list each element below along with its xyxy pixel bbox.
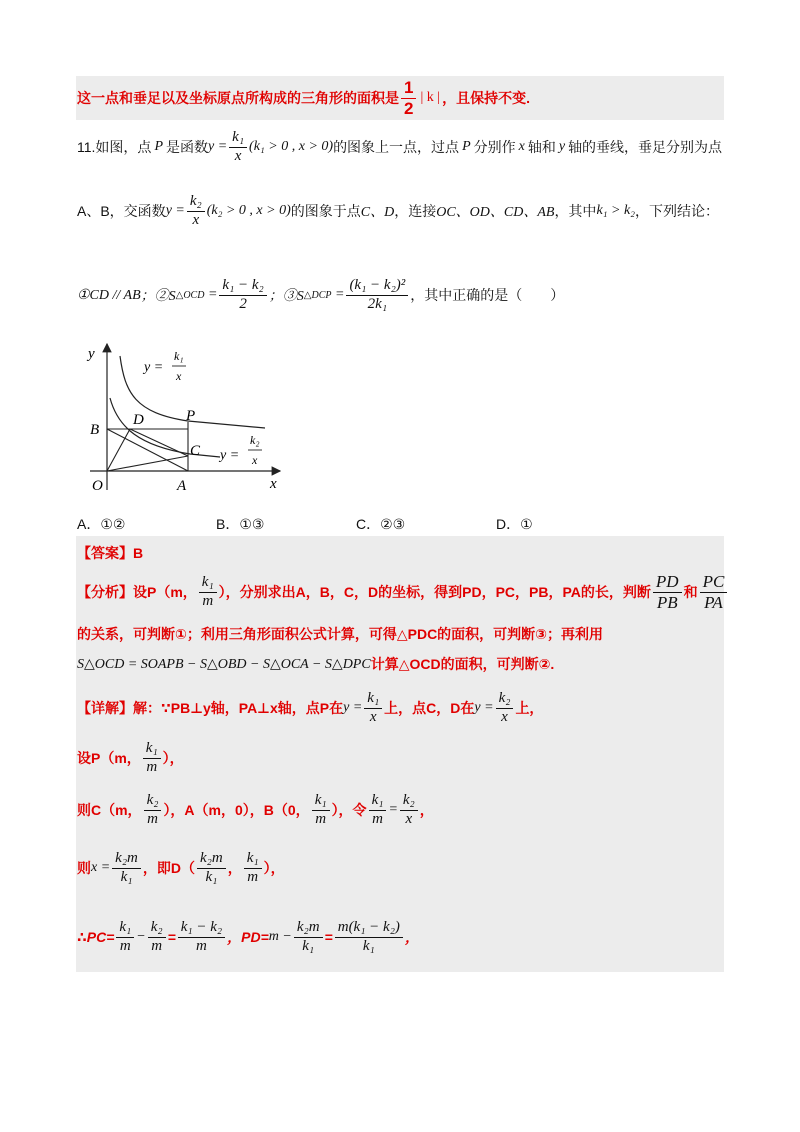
q-func-2-frac: $\frac{\text{k₂}}{x}$ [187,194,205,229]
q-point-p: P [154,139,163,154]
detail-text: ），令 [331,802,367,818]
q-text: ，下列结论： [635,203,720,219]
label-d: D [133,412,144,428]
analysis-and: 和 [683,584,698,600]
q-text: ，连接 [394,203,437,219]
detail-text: 设P（m， [77,750,141,766]
minus-sign: − [136,929,146,944]
q-segments: OC、OD、CD、AB [436,205,555,220]
detail-frac-2: $\frac{\text{k₂}}{x}$ [496,691,514,726]
analysis-formula: S△OCD = SOAPB − S△OBD − S△OCA − S△DPC [77,656,371,672]
option-d[interactable]: D．① [496,516,533,532]
q-func-1: y = [208,139,228,154]
conclusion-3-frac: $\frac{\text{(k₁ − k₂)²}}{\text{2k₁}}$ [346,278,408,313]
detail-text: 解：∵PB⊥y轴，PA⊥x轴，点P在 [133,700,344,716]
detail-text: ， [419,802,434,818]
top-note-fraction: $\frac{1}{2}$ [401,79,416,118]
detail-text: ）， [263,860,285,876]
detail-y-eq: y = [343,700,363,715]
detail-text: 上， [515,700,544,716]
question-conclusions [77,272,564,318]
detail-x-eq: x = [91,860,111,875]
label-func-1-lhs: y = [144,360,164,375]
option-b[interactable]: B．①③ [216,516,265,532]
detail-frac: $\frac{\text{k₂}}{m}$ [144,793,162,828]
detail-text: ，PD= [227,929,269,945]
label-c: C [190,443,201,459]
conclusion-2-sub: △OCD [175,289,205,301]
label-func-1-num: k₁ [174,349,184,363]
q-text: A、B，交函数 [77,203,166,219]
analysis-points: A，B，C，D [295,584,379,600]
detail-text: ， [227,860,242,876]
q-point-p: P [462,139,471,154]
detail-frac: $\frac{\text{k₁}}{m}$ [143,741,161,776]
top-note [77,77,530,118]
q-text: 11.如图，点 [77,139,152,155]
top-note-abs: | k | [420,90,441,105]
equals-sign: = [167,929,176,945]
analysis-label: 【分析】 [77,584,133,600]
segment-cd [130,429,188,456]
analysis-conclusion: 计算△OCD的面积，可判断②. [370,656,555,672]
label-a: A [177,478,187,494]
conclusion-2-frac: $\frac{\text{k₁ − k₂}}{2}$ [219,278,266,313]
detail-text: ），A（m，0），B（0， [163,802,310,818]
graph-figure [80,338,290,498]
label-o: O [92,478,103,494]
analysis-text: 设 [133,584,147,600]
conclusion-3: ；③S [268,289,304,304]
detail-frac-1: $\frac{\text{k₁}}{x}$ [364,691,382,726]
detail-frac: $\frac{\text{k₂m}}{\text{k₁}}$ [294,920,323,955]
analysis-ratio-1: $\frac{PD}{PB}$ [653,573,682,612]
detail-text: ）， [162,750,184,766]
q-x: x [518,139,525,154]
option-a[interactable]: A．①② [77,516,126,532]
analysis-line-2: 的关系，可判断①；利用三角形面积公式计算，可得△PDC的面积，可判断③；再利用 [77,626,604,642]
detail-frac: $\frac{\text{k₂}}{x}$ [400,793,418,828]
detail-frac: $\frac{\text{k₂m}}{\text{k₁}}$ [112,851,141,886]
q-tail: ，其中正确的是（ ） [410,287,565,303]
conclusion-3-sub: △DCP [303,289,332,301]
q-points-cd: C、D [360,205,395,220]
detail-frac: $\frac{\text{k₂m}}{\text{k₁}}$ [197,851,226,886]
detail-line-2 [77,736,184,780]
analysis-text: ），分别求出 [218,584,296,600]
detail-text: 则 [77,860,91,876]
q-text: 的图象上一点，过点 [333,139,460,155]
label-y-axis: y [88,346,95,362]
top-note-text-a: 这一点和垂足以及坐标原点所构成的三角形的面积是 [77,90,399,106]
equals-sign: = [204,287,218,302]
top-note-text-b: ，且保持不变. [442,90,530,106]
label-func-2-lhs: y = [220,448,240,463]
detail-text: 上，点C，D在 [384,700,475,716]
detail-m: m − [268,929,292,944]
detail-frac: $\frac{\text{k₂}}{m}$ [148,920,166,955]
q-text: 轴的垂线，垂足分别为点 [568,139,723,155]
answer-value: B [133,545,144,561]
detail-frac: $\frac{\text{k₁}}{m}$ [244,851,262,886]
curve-k2 [110,398,220,457]
detail-line-3 [77,788,434,832]
analysis-lengths: PD，PC，PB，PA [462,584,581,600]
analysis-text: 的坐标，得到 [378,584,463,600]
detail-frac: $\frac{\text{k₁}}{m}$ [116,920,134,955]
detail-label: 【详解】 [77,700,133,716]
conclusion-1: ①CD // AB [77,287,141,303]
analysis-line-1 [77,570,729,614]
label-p: P [186,408,196,424]
analysis-line-3 [77,652,554,676]
label-func-2-den: x [252,453,258,467]
q-inequality: k₁ > k₂ [596,203,636,218]
answer-line [77,542,143,564]
detail-frac: $\frac{\text{k₁}}{m}$ [312,793,330,828]
detail-line-4 [77,846,285,890]
analysis-p-frac: $\frac{\text{k₁}}{m}$ [199,575,217,610]
q-func-2: y = [165,203,185,218]
segment-oc [107,456,188,471]
detail-line-5 [77,914,419,960]
detail-line-1 [77,686,543,730]
label-b: B [90,422,100,438]
detail-y-eq: y = [474,700,494,715]
equals-sign: = [331,287,345,302]
question-line-1 [77,128,722,166]
analysis-ratio-2: $\frac{PC}{PA}$ [700,573,728,612]
analysis-text: 的长，判断 [580,584,651,600]
question-line-2 [77,192,719,230]
answer-label: 【答案】 [77,545,133,561]
detail-frac: $\frac{\text{k₁}}{m}$ [369,793,387,828]
detail-frac: $\frac{\text{k₁ − k₂}}{m}$ [178,920,225,955]
q-text: 分别作 [473,139,516,155]
q-func-1-frac: $\frac{\text{k₁}}{x}$ [229,130,247,165]
equals-sign: = [388,802,398,817]
equals-sign: = [324,929,333,945]
label-x-axis: x [270,476,277,492]
detail-text: 则C（m， [77,802,142,818]
conclusion-2: ；②S [140,289,176,304]
detail-frac: $\frac{\text{m(k₁ − k₂)}}{\text{k₁}}$ [335,920,403,955]
detail-text: ，即D（ [142,860,196,876]
q-text: 的图象于点 [290,203,361,219]
q-cond-1: (k₁ > 0 , x > 0) [249,139,334,154]
analysis-point-p: P（m， [147,584,197,600]
detail-text: ， [404,929,419,945]
q-text: ，其中 [554,203,597,219]
q-cond-2: (k₂ > 0 , x > 0) [206,203,291,218]
label-func-1-den: x [176,369,182,383]
detail-text: ∴PC= [77,928,115,945]
q-y: y [558,139,566,154]
q-text: 轴和 [527,139,556,155]
option-c[interactable]: C．②③ [356,516,406,532]
q-text: 是函数 [166,139,208,155]
label-func-2-num: k₂ [250,433,260,447]
